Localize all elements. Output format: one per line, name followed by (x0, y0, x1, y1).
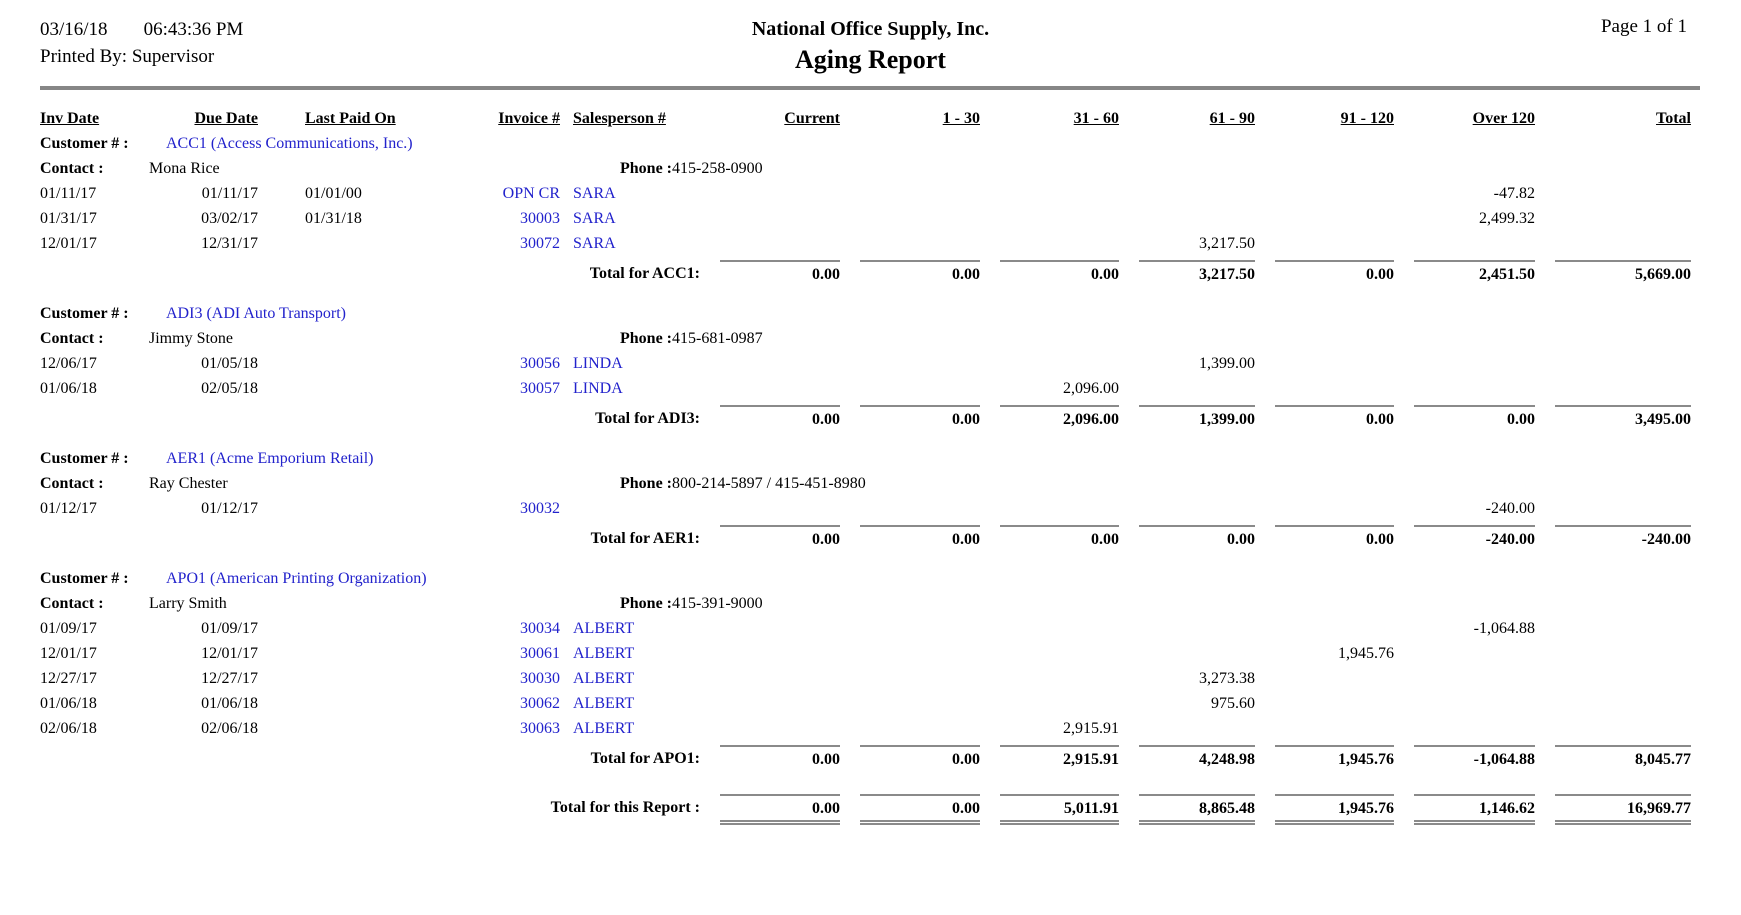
customer-total-label: Total for APO1: (590, 750, 700, 767)
inv-date-cell: 01/31/17 (40, 210, 97, 227)
customer-total-31-60: 0.00 (1000, 525, 1119, 551)
report-total-cell (1535, 790, 1691, 825)
amount-cell-over-120 (1394, 641, 1535, 666)
amount-cell-over-120 (1394, 376, 1535, 401)
amount-cell-91-120 (1255, 181, 1394, 206)
col-header-due-date: Due Date (194, 110, 258, 127)
invoice-link[interactable]: 30030 (520, 670, 560, 687)
amount-cell-61-90 (1119, 616, 1255, 641)
inv-date-cell: 12/06/17 (40, 355, 97, 372)
customer-total-cell (1255, 256, 1394, 286)
amount-cell-over-120: -1,064.88 (1473, 620, 1535, 637)
last-paid-cell (258, 716, 420, 741)
customer-total-cell (1394, 401, 1535, 431)
contact-label: Contact : (40, 160, 104, 177)
amount-cell-61-90 (1119, 496, 1255, 521)
section-gap (40, 771, 1691, 786)
amount-cell-61-90 (1119, 716, 1255, 741)
due-date-cell: 01/11/17 (201, 185, 258, 202)
amount-cell-1-30 (840, 231, 980, 256)
phone-label: Phone : (620, 595, 672, 612)
contact-row (40, 326, 1691, 351)
due-date-cell: 03/02/17 (201, 210, 258, 227)
page-indicator: Page 1 of 1 (1600, 16, 1687, 37)
amount-cell-31-60 (980, 351, 1119, 376)
customer-link[interactable]: AER1 (Acme Emporium Retail) (166, 450, 374, 467)
amount-cell-61-90: 975.60 (1211, 695, 1255, 712)
customer-total-label: Total for ADI3: (595, 410, 700, 427)
report-total-label: Total for this Report : (550, 799, 700, 816)
last-paid-cell: 01/01/00 (305, 185, 362, 202)
customer-total-label: Total for AER1: (590, 530, 700, 547)
last-paid-cell (258, 691, 420, 716)
customer-row (40, 566, 1691, 591)
amount-cell-61-90: 3,273.38 (1199, 670, 1255, 687)
report-total-31-60: 5,011.91 (1000, 794, 1119, 825)
phone-block (620, 326, 763, 351)
customer-total-31-60: 2,915.91 (1000, 745, 1119, 771)
amount-cell-over-120 (1394, 351, 1535, 376)
amount-cell-61-90: 3,217.50 (1199, 235, 1255, 252)
last-paid-cell (258, 616, 420, 641)
section-gap (40, 431, 1691, 446)
invoice-link[interactable]: 30032 (520, 500, 560, 517)
customer-total-cell (840, 401, 980, 431)
customer-total-cell (1394, 256, 1535, 286)
contact-row (40, 591, 1691, 616)
customer-total-cell (980, 741, 1119, 771)
due-date-cell: 12/01/17 (201, 645, 258, 662)
customer-number-label: Customer # : (40, 570, 129, 587)
company-name: National Office Supply, Inc. (751, 18, 990, 40)
amount-cell-current (700, 231, 840, 256)
last-paid-cell (258, 666, 420, 691)
amount-cell-current (700, 641, 840, 666)
customer-total-31-60: 0.00 (1000, 260, 1119, 286)
salesperson-link[interactable]: ALBERT (573, 670, 635, 687)
amount-cell-31-60 (980, 206, 1119, 231)
salesperson-link[interactable]: ALBERT (573, 620, 635, 637)
customer-total-label: Total for ACC1: (589, 265, 700, 282)
inv-date-cell: 02/06/18 (40, 720, 97, 737)
report-total-total: 16,969.77 (1555, 794, 1691, 825)
col-header-91-120: 91 - 120 (1340, 110, 1394, 127)
customer-total-1-30: 0.00 (860, 525, 980, 551)
salesperson-link[interactable]: ALBERT (573, 695, 635, 712)
contact-label: Contact : (40, 475, 104, 492)
amount-cell-31-60 (980, 641, 1119, 666)
phone-block (620, 156, 763, 181)
phone-block (620, 591, 763, 616)
contact-label: Contact : (40, 330, 104, 347)
amount-cell-31-60 (980, 691, 1119, 716)
report-total-cell (1119, 790, 1255, 825)
customer-total-over-120: 2,451.50 (1414, 260, 1535, 286)
customer-row (40, 446, 1691, 471)
customer-total-91-120: 0.00 (1275, 260, 1394, 286)
amount-cell-total (1535, 206, 1691, 231)
amount-cell-91-120 (1255, 616, 1394, 641)
customer-total-cell (840, 256, 980, 286)
customer-total-cell (1119, 401, 1255, 431)
aging-table (40, 106, 1691, 825)
col-header-31-60: 31 - 60 (1073, 110, 1119, 127)
amount-cell-total (1535, 231, 1691, 256)
customer-total-cell (840, 521, 980, 551)
customer-total-cell (980, 521, 1119, 551)
customer-total-cell (1535, 256, 1691, 286)
amount-cell-over-120 (1394, 666, 1535, 691)
due-date-cell: 02/05/18 (201, 380, 258, 397)
print-time: 06:43:36 PM (143, 19, 244, 40)
col-header-total: Total (1656, 110, 1691, 127)
amount-cell-1-30 (840, 616, 980, 641)
amount-cell-1-30 (840, 496, 980, 521)
customer-total-61-90: 3,217.50 (1139, 260, 1255, 286)
customer-total-cell (1535, 741, 1691, 771)
salesperson-link (560, 496, 700, 521)
report-total-cell (1255, 790, 1394, 825)
report-total-over-120: 1,146.62 (1414, 794, 1535, 825)
customer-total-61-90: 0.00 (1139, 525, 1255, 551)
amount-cell-61-90: 1,399.00 (1199, 355, 1255, 372)
invoice-link[interactable]: OPN CR (502, 185, 560, 202)
last-paid-cell: 01/31/18 (305, 210, 362, 227)
inv-date-cell: 01/06/18 (40, 380, 97, 397)
customer-total-cell (1535, 521, 1691, 551)
amount-cell-total (1535, 691, 1691, 716)
phone-number: 415-391-9000 (672, 595, 763, 612)
customer-total-cell (1255, 401, 1394, 431)
amount-cell-current (700, 206, 840, 231)
last-paid-cell (258, 231, 420, 256)
customer-total-over-120: -240.00 (1414, 525, 1535, 551)
invoice-link[interactable]: 30072 (520, 235, 560, 252)
customer-total-total: -240.00 (1555, 525, 1691, 551)
amount-cell-91-120 (1255, 376, 1394, 401)
customer-total-cell (840, 741, 980, 771)
amount-cell-61-90 (1119, 641, 1255, 666)
amount-cell-1-30 (840, 376, 980, 401)
contact-name: Ray Chester (149, 475, 228, 492)
customer-total-over-120: 0.00 (1414, 405, 1535, 431)
amount-cell-current (700, 376, 840, 401)
amount-cell-31-60: 2,096.00 (1063, 380, 1119, 397)
due-date-cell: 12/31/17 (201, 235, 258, 252)
invoice-link[interactable]: 30034 (520, 620, 560, 637)
amount-cell-current (700, 616, 840, 641)
due-date-cell: 12/27/17 (201, 670, 258, 687)
salesperson-link[interactable]: SARA (573, 235, 616, 252)
due-date-cell: 01/06/18 (201, 695, 258, 712)
amount-cell-31-60 (980, 616, 1119, 641)
inv-date-cell: 12/01/17 (40, 645, 97, 662)
report-total-current: 0.00 (720, 794, 840, 825)
invoice-link[interactable]: 30062 (520, 695, 560, 712)
phone-number: 415-258-0900 (672, 160, 763, 177)
phone-number: 415-681-0987 (672, 330, 763, 347)
salesperson-link[interactable]: ALBERT (573, 645, 635, 662)
amount-cell-91-120 (1255, 691, 1394, 716)
phone-number: 800-214-5897 / 415-451-8980 (672, 475, 866, 492)
customer-total-cell (1255, 521, 1394, 551)
due-date-cell: 01/09/17 (201, 620, 258, 637)
amount-cell-91-120: 1,945.76 (1338, 645, 1394, 662)
customer-total-cell (1119, 256, 1255, 286)
customer-total-cell (1255, 741, 1394, 771)
customer-total-91-120: 1,945.76 (1275, 745, 1394, 771)
amount-cell-total (1535, 181, 1691, 206)
customer-total-cell (1394, 741, 1535, 771)
header-divider (40, 86, 1700, 90)
col-header-61-90: 61 - 90 (1209, 110, 1255, 127)
amount-cell-1-30 (840, 351, 980, 376)
col-header-current: Current (784, 110, 840, 127)
contact-name: Jimmy Stone (149, 330, 234, 347)
report-header (0, 0, 1741, 78)
contact-name: Mona Rice (149, 160, 220, 177)
customer-total-current: 0.00 (720, 745, 840, 771)
customer-total-cell (980, 401, 1119, 431)
invoice-link[interactable]: 30056 (520, 355, 560, 372)
customer-total-31-60: 2,096.00 (1000, 405, 1119, 431)
amount-cell-1-30 (840, 716, 980, 741)
amount-cell-61-90 (1119, 206, 1255, 231)
customer-total-61-90: 1,399.00 (1139, 405, 1255, 431)
amount-cell-31-60: 2,915.91 (1063, 720, 1119, 737)
customer-total-current: 0.00 (720, 260, 840, 286)
customer-number-label: Customer # : (40, 135, 129, 152)
customer-total-current: 0.00 (720, 525, 840, 551)
phone-label: Phone : (620, 475, 672, 492)
customer-total-total: 5,669.00 (1555, 260, 1691, 286)
salesperson-link[interactable]: SARA (573, 210, 616, 227)
report-total-61-90: 8,865.48 (1139, 794, 1255, 825)
inv-date-cell: 01/09/17 (40, 620, 97, 637)
col-header-1-30: 1 - 30 (942, 110, 980, 127)
customer-total-cell (1394, 521, 1535, 551)
amount-cell-91-120 (1255, 496, 1394, 521)
amount-cell-1-30 (840, 641, 980, 666)
amount-cell-31-60 (980, 666, 1119, 691)
contact-row (40, 156, 1691, 181)
inv-date-cell: 01/06/18 (40, 695, 97, 712)
phone-label: Phone : (620, 330, 672, 347)
customer-total-1-30: 0.00 (860, 260, 980, 286)
customer-total-cell (1535, 401, 1691, 431)
phone-block (620, 471, 866, 496)
print-date-line (40, 16, 243, 43)
col-header-last-paid: Last Paid On (305, 110, 396, 127)
customer-total-cell (700, 741, 840, 771)
contact-name: Larry Smith (149, 595, 227, 612)
salesperson-link[interactable]: SARA (573, 185, 616, 202)
amount-cell-total (1535, 351, 1691, 376)
amount-cell-91-120 (1255, 716, 1394, 741)
amount-cell-91-120 (1255, 231, 1394, 256)
col-header-salesperson: Salesperson # (573, 110, 666, 127)
customer-total-cell (700, 521, 840, 551)
last-paid-cell (258, 376, 420, 401)
col-header-inv-date: Inv Date (40, 110, 100, 127)
amount-cell-over-120: -240.00 (1485, 500, 1535, 517)
customer-total-1-30: 0.00 (860, 405, 980, 431)
amount-cell-total (1535, 496, 1691, 521)
customer-number-label: Customer # : (40, 305, 129, 322)
amount-cell-61-90 (1119, 181, 1255, 206)
customer-total-61-90: 4,248.98 (1139, 745, 1255, 771)
last-paid-cell (258, 351, 420, 376)
amount-cell-current (700, 716, 840, 741)
customer-row (40, 131, 1691, 156)
salesperson-link[interactable]: LINDA (573, 355, 623, 372)
amount-cell-61-90 (1119, 376, 1255, 401)
amount-cell-current (700, 691, 840, 716)
customer-row (40, 301, 1691, 326)
amount-cell-31-60 (980, 181, 1119, 206)
amount-cell-over-120 (1394, 691, 1535, 716)
customer-link[interactable]: ADI3 (ADI Auto Transport) (166, 305, 346, 322)
printed-by: Printed By: Supervisor (40, 46, 215, 67)
report-total-91-120: 1,945.76 (1275, 794, 1394, 825)
report-total-cell (1394, 790, 1535, 825)
amount-cell-total (1535, 616, 1691, 641)
invoice-link[interactable]: 30057 (520, 380, 560, 397)
due-date-cell: 02/06/18 (201, 720, 258, 737)
amount-cell-current (700, 496, 840, 521)
last-paid-cell (258, 641, 420, 666)
amount-cell-total (1535, 376, 1691, 401)
last-paid-cell (258, 496, 420, 521)
amount-cell-current (700, 351, 840, 376)
amount-cell-over-120 (1394, 716, 1535, 741)
amount-cell-over-120 (1394, 231, 1535, 256)
inv-date-cell: 12/01/17 (40, 235, 97, 252)
customer-total-cell (1119, 521, 1255, 551)
amount-cell-current (700, 181, 840, 206)
customer-total-total: 3,495.00 (1555, 405, 1691, 431)
amount-cell-over-120: -47.82 (1493, 185, 1535, 202)
title-block (0, 16, 1741, 77)
customer-total-over-120: -1,064.88 (1414, 745, 1535, 771)
print-date: 03/16/18 (40, 19, 108, 40)
report-total-1-30: 0.00 (860, 794, 980, 825)
customer-link[interactable]: APO1 (American Printing Organization) (166, 570, 427, 587)
report-total-cell (700, 790, 840, 825)
section-gap (40, 551, 1691, 566)
due-date-cell: 01/12/17 (201, 500, 258, 517)
due-date-cell: 01/05/18 (201, 355, 258, 372)
amount-cell-total (1535, 716, 1691, 741)
contact-label: Contact : (40, 595, 104, 612)
amount-cell-31-60 (980, 231, 1119, 256)
report-title: Aging Report (795, 45, 946, 74)
print-info (40, 16, 243, 70)
amount-cell-1-30 (840, 181, 980, 206)
col-header-invoice: Invoice # (498, 110, 560, 127)
invoice-link[interactable]: 30003 (520, 210, 560, 227)
customer-total-cell (1119, 741, 1255, 771)
report-total-cell (840, 790, 980, 825)
col-header-over-120: Over 120 (1472, 110, 1535, 127)
salesperson-link[interactable]: LINDA (573, 380, 623, 397)
amount-cell-91-120 (1255, 666, 1394, 691)
amount-cell-total (1535, 641, 1691, 666)
amount-cell-current (700, 666, 840, 691)
salesperson-link[interactable]: ALBERT (573, 720, 635, 737)
amount-cell-1-30 (840, 206, 980, 231)
amount-cell-1-30 (840, 666, 980, 691)
customer-total-91-120: 0.00 (1275, 405, 1394, 431)
inv-date-cell: 01/12/17 (40, 500, 97, 517)
inv-date-cell: 12/27/17 (40, 670, 97, 687)
amount-cell-91-120 (1255, 206, 1394, 231)
amount-cell-91-120 (1255, 351, 1394, 376)
amount-cell-over-120: 2,499.32 (1479, 210, 1535, 227)
customer-total-cell (700, 401, 840, 431)
customer-number-label: Customer # : (40, 450, 129, 467)
customer-link[interactable]: ACC1 (Access Communications, Inc.) (166, 135, 413, 152)
phone-label: Phone : (620, 160, 672, 177)
customer-total-91-120: 0.00 (1275, 525, 1394, 551)
invoice-link[interactable]: 30061 (520, 645, 560, 662)
contact-row (40, 471, 1691, 496)
customer-total-total: 8,045.77 (1555, 745, 1691, 771)
amount-cell-31-60 (980, 496, 1119, 521)
amount-cell-total (1535, 666, 1691, 691)
customer-total-cell (980, 256, 1119, 286)
section-gap (40, 286, 1691, 301)
inv-date-cell: 01/11/17 (40, 185, 97, 202)
customer-total-1-30: 0.00 (860, 745, 980, 771)
amount-cell-1-30 (840, 691, 980, 716)
customer-total-current: 0.00 (720, 405, 840, 431)
invoice-link[interactable]: 30063 (520, 720, 560, 737)
report-total-cell (980, 790, 1119, 825)
customer-total-cell (700, 256, 840, 286)
